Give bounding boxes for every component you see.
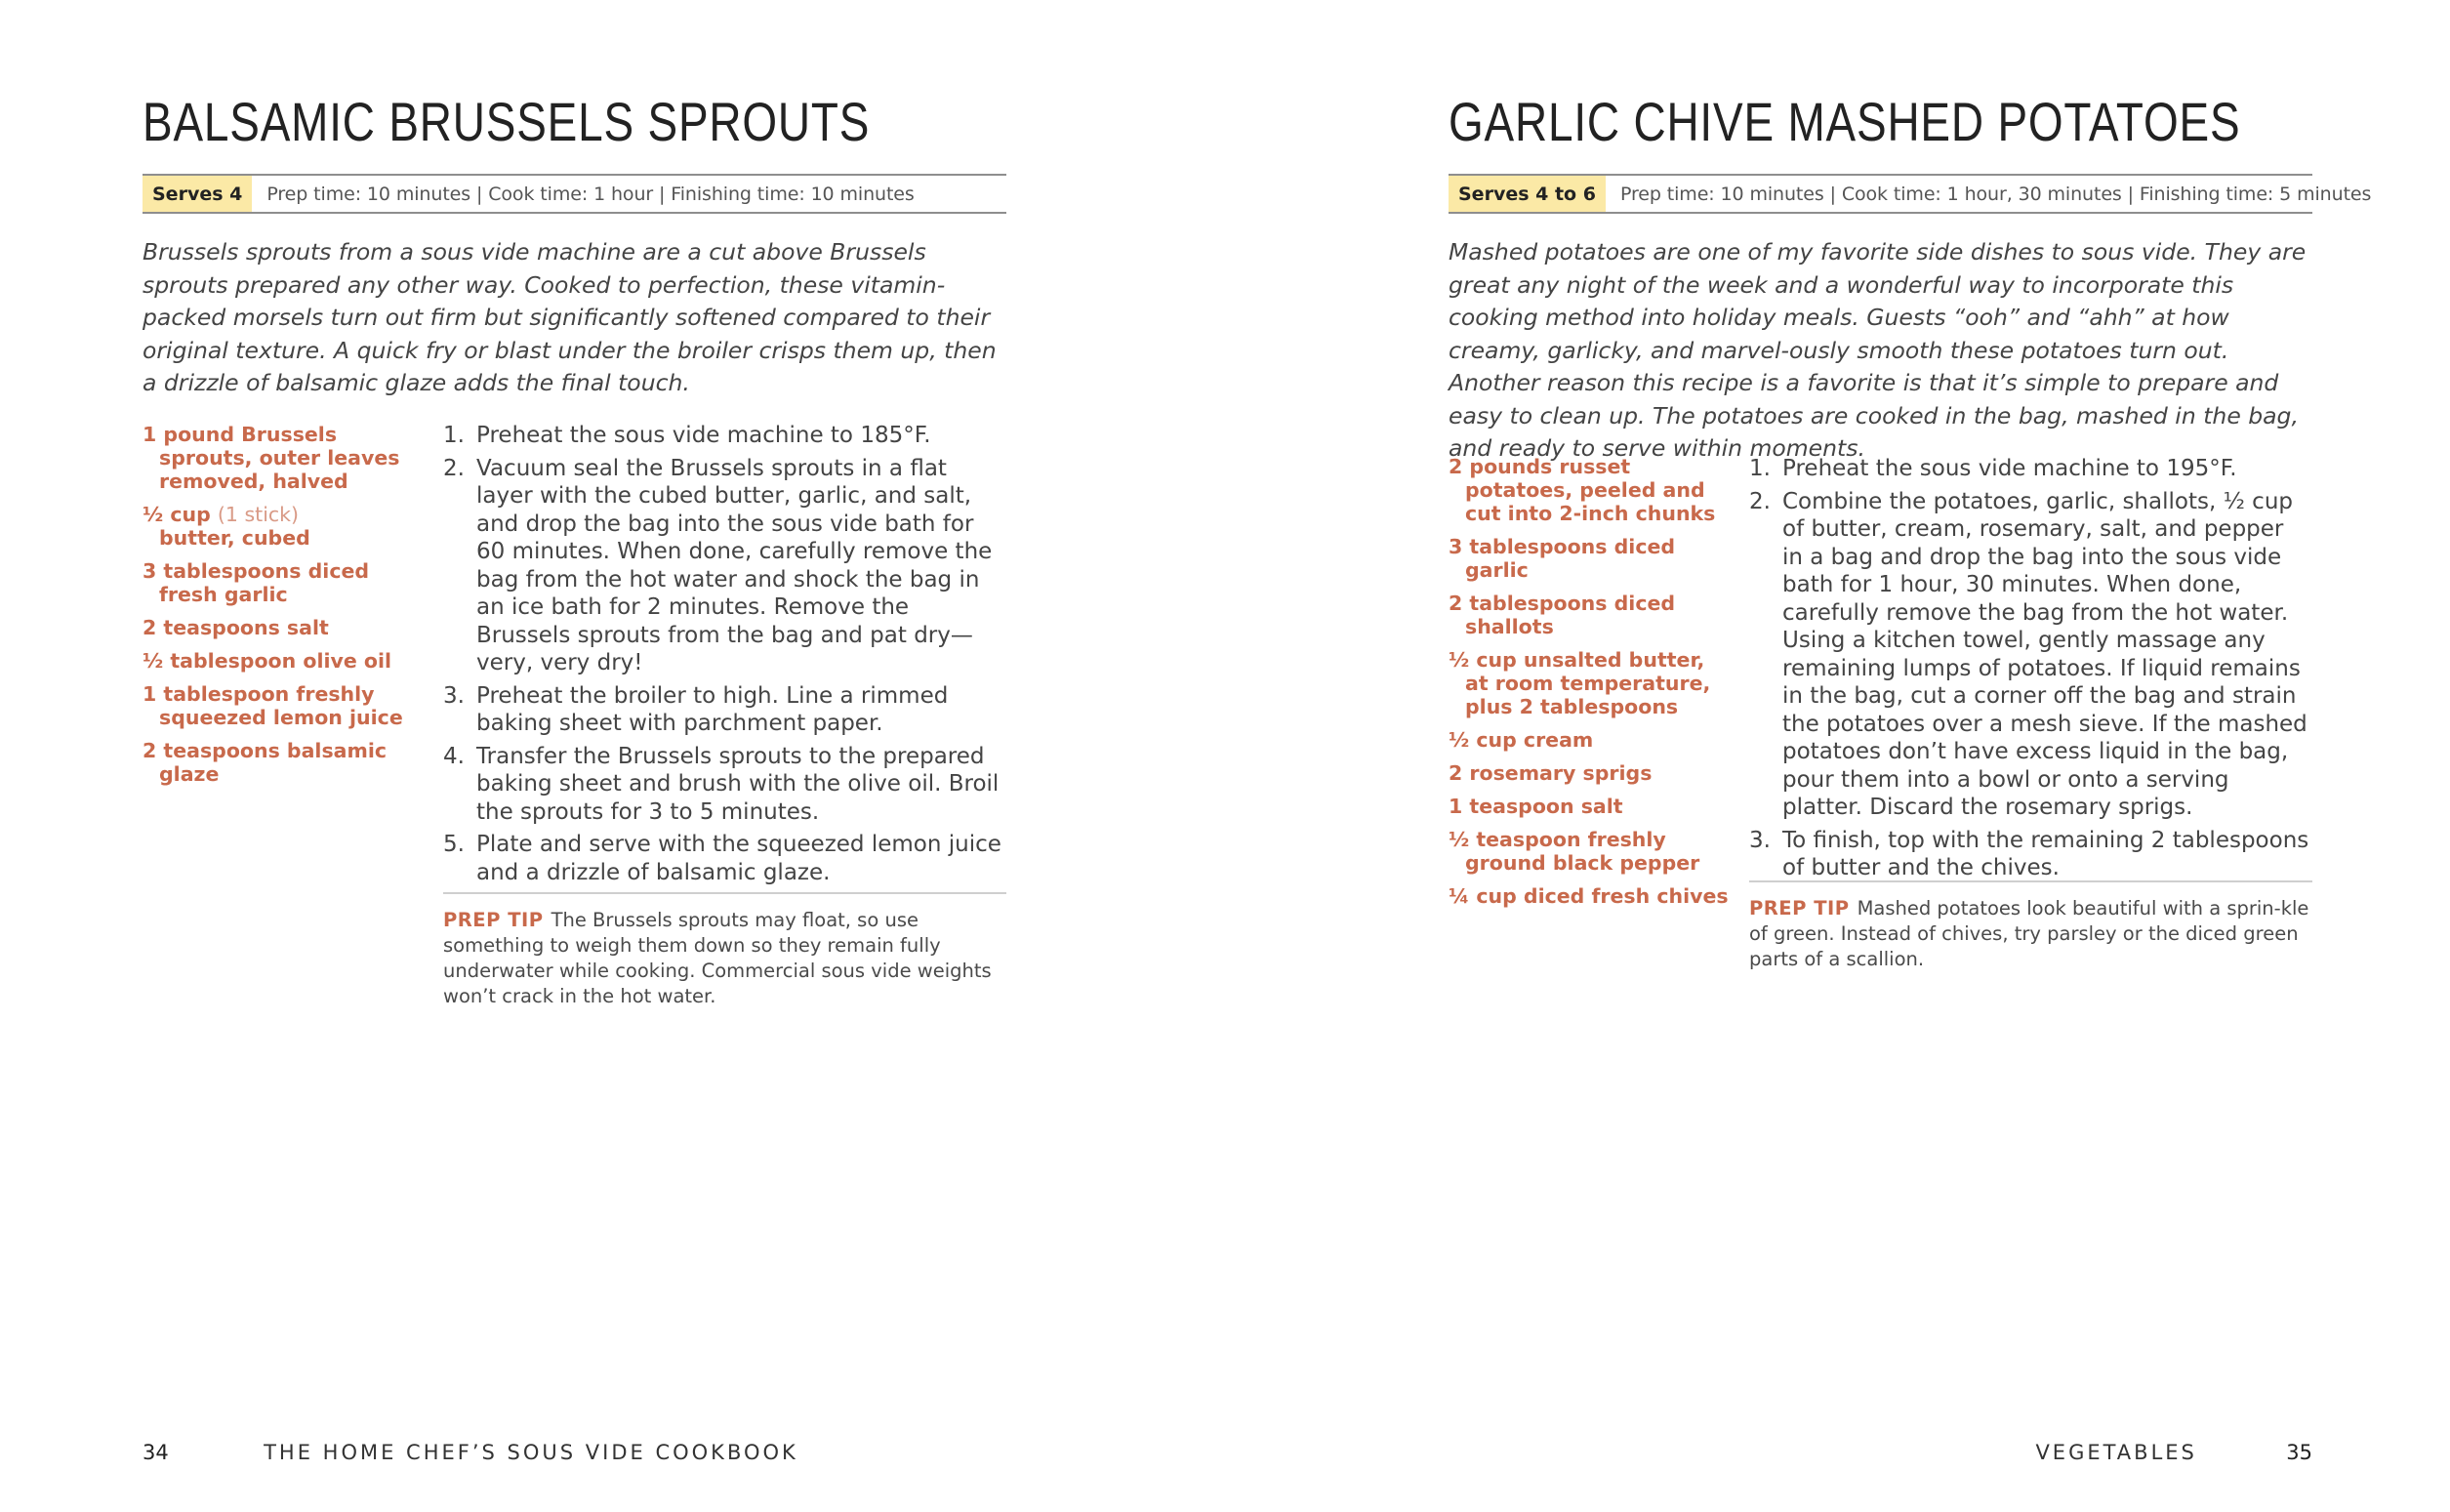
step-text: Combine the potatoes, garlic, shallots, ½ cup of butter, cream, rosemary, salt, and pepper in a bag and drop the bag into the sous vide bath for 1 hour, 30 minutes. When done, carefully remove the bag from the hot water. Using a kitchen towel, gently massage any remaining lumps of potatoes. If liquid remains in the bag, cut a corner off the bag and strain the potatoes over a mesh sieve. If the mashed potatoes don’t have excess liquid in the bag, pour them into a bowl or onto a serving platter. Discard the rosemary sprigs.: [1782, 488, 2307, 820]
prep-tip: [1749, 880, 2312, 972]
method-step: [443, 422, 1004, 450]
ingredient-item: 3 tablespoons diced garlic: [1449, 535, 1676, 582]
page-number: 34: [143, 1441, 169, 1464]
step-number: 3.: [443, 682, 465, 709]
method-step: [1749, 488, 2310, 822]
ingredient-item: 2 teaspoons balsamic glaze: [143, 739, 388, 786]
step-text: Plate and serve with the squeezed lemon juice and a drizzle of balsamic glaze.: [476, 832, 1001, 885]
ingredient-item: [143, 503, 426, 550]
ingredient-item: ½ teaspoon freshly ground black pepper: [1449, 828, 1700, 875]
ingredient-item: ½ cup cream: [1449, 728, 1594, 752]
prep-tip-text: The Brussels sprouts may float, so use something to weigh them down so they remain fully underwater while cooking. Commercial sous vide weights won’t crack in the hot water.: [443, 909, 992, 1007]
recipe-intro: Brussels sprouts from a sous vide machine are a cut above Brussels sprouts prepared any other way. Cooked to perfection, these vitamin-packed morsels turn out firm but significantly softened compared to their original texture. A quick fry or blast under the broiler crisps them up, then a drizzle of balsamic glaze adds the final touch.: [143, 238, 997, 396]
ingredient-item: ¼ cup diced fresh chives: [1449, 884, 1729, 908]
ingredient-item: 3 tablespoons diced fresh garlic: [143, 559, 370, 606]
serves-badge: Serves 4 to 6: [1449, 176, 1606, 212]
recipe-title: GARLIC CHIVE MASHED POTATOES: [1449, 91, 2241, 152]
serves-badge: Serves 4: [143, 176, 252, 212]
ingredient-item: ½ tablespoon olive oil: [143, 649, 392, 673]
ingredient-item: ½ cup unsalted butter, at room temperature, plus 2 tablespoons: [1449, 648, 1711, 718]
ingredient-note: (1 stick): [217, 503, 300, 526]
step-number: 1.: [1749, 456, 1771, 481]
recipe-times: Prep time: 10 minutes | Cook time: 1 hour, 30 minutes | Finishing time: 5 minutes: [1619, 183, 2372, 205]
step-text: Transfer the Brussels sprouts to the prepared baking sheet and brush with the olive oil. Broil the sprouts for 3 to 5 minutes.: [476, 743, 1000, 825]
method-step: [443, 831, 1004, 886]
ingredient-item: 2 tablespoons diced shallots: [1449, 592, 1676, 638]
prep-tip-label: PREP TIP: [443, 909, 544, 931]
step-number: 2.: [443, 455, 465, 481]
page-footer: [2035, 1441, 2312, 1464]
step-text: Preheat the sous vide machine to 185°F.: [476, 423, 931, 448]
prep-tip-text: Mashed potatoes look beautiful with a sprin-kle of green. Instead of chives, try parsley or the diced green parts of a scallion.: [1749, 897, 2309, 970]
recipe-intro: Mashed potatoes are one of my favorite side dishes to sous vide. They are great any night of the week and a wonderful way to incorporate this cooking method into holiday meals. Guests “ooh” and “ahh” at how creamy, garlicky, and marvel-ously smooth these potatoes turn out. Another reason this recipe is a favorite is that it’s simple to prepare and easy to clean up. The potatoes are cooked in the bag, mashed in the bag, and ready to serve within moments.: [1449, 238, 2307, 462]
ingredient-item: 1 tablespoon freshly squeezed lemon juice: [143, 682, 403, 729]
ingredient-list: [1449, 455, 1732, 918]
ingredient-item: 2 rosemary sprigs: [1449, 761, 1653, 785]
step-text: To finish, top with the remaining 2 tablespoons of butter and the chives.: [1782, 827, 2309, 880]
ingredient-item: 1 teaspoon salt: [1449, 795, 1623, 818]
recipe-meta-bar: [143, 174, 1006, 214]
step-number: 5.: [443, 832, 465, 857]
method-step: [1749, 455, 2310, 483]
ingredient-list: [143, 423, 426, 796]
page-footer: [143, 1441, 798, 1464]
method-step: [443, 682, 1004, 738]
step-text: Vacuum seal the Brussels sprouts in a flat layer with the cubed butter, garlic, and salt, and drop the bag into the sous vide bath for 60 minutes. When done, carefully remove the bag from the hot water and shock the bag in an ice bath for 2 minutes. Remove the Brussels sprouts from the bag and pat dry—very, very dry!: [476, 455, 993, 675]
page-number: 35: [2286, 1441, 2312, 1464]
ingredient-item: 2 pounds russet potatoes, peeled and cut into 2-inch chunks: [1449, 455, 1716, 525]
ingredient-amount: ½ cup: [143, 503, 211, 526]
step-number: 4.: [443, 743, 465, 769]
prep-tip-label: PREP TIP: [1749, 897, 1850, 919]
method-step: [443, 743, 1004, 827]
prep-tip: [443, 892, 1006, 1009]
method-step: [1749, 827, 2310, 882]
ingredient-name: butter, cubed: [159, 526, 310, 550]
recipe-times: Prep time: 10 minutes | Cook time: 1 hour | Finishing time: 10 minutes: [266, 183, 915, 205]
ingredient-item: 1 pound Brussels sprouts, outer leaves removed, halved: [143, 423, 400, 493]
method-steps: [1749, 455, 2310, 887]
ingredient-item: 2 teaspoons salt: [143, 616, 329, 639]
step-text: Preheat the broiler to high. Line a rimmed baking sheet with parchment paper.: [476, 682, 949, 736]
running-head: VEGETABLES: [2035, 1441, 2197, 1464]
recipe-title: BALSAMIC BRUSSELS SPROUTS: [143, 91, 871, 152]
running-head: THE HOME CHEF’S SOUS VIDE COOKBOOK: [264, 1441, 798, 1464]
method-step: [443, 455, 1004, 677]
step-number: 2.: [1749, 488, 1771, 514]
recipe-meta-bar: [1449, 174, 2372, 214]
step-number: 3.: [1749, 827, 1771, 853]
step-text: Preheat the sous vide machine to 195°F.: [1782, 456, 2237, 481]
step-number: 1.: [443, 423, 465, 448]
method-steps: [443, 422, 1004, 891]
